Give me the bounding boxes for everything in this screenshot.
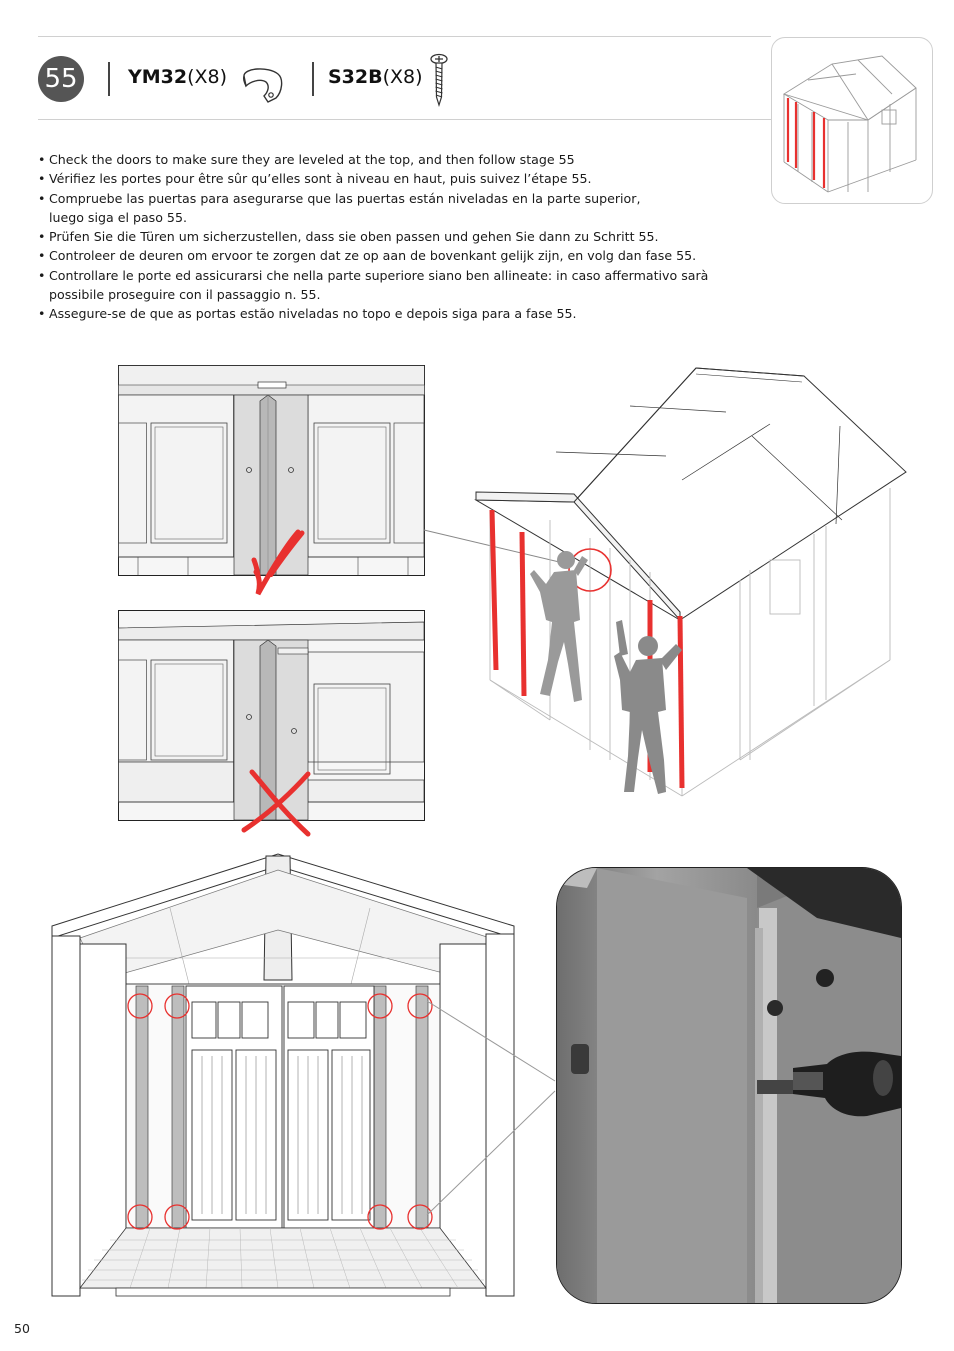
cross-mark-icon [238,764,316,838]
drill-screw-photo [556,867,902,1304]
header-rule-top [38,36,771,37]
header-rule-bottom [38,119,771,120]
instruction-text: Controleer de deuren om ervoor te zorgen dat ze op aan de bovenkant gelijk zijn, en volg dan fase 55. [49,248,697,264]
shed-assembly-illustration [470,360,910,800]
header-separator [108,62,110,96]
screw-icon [428,53,450,107]
clip-bracket-icon [238,62,286,106]
part-label-ym32 [128,66,227,88]
instruction-en: • Check the doors to make sure they are leveled at the top, and then follow stage 55 [38,150,738,169]
photo-leader-lines [425,995,560,1230]
instruction-text: Compruebe las puertas para asegurarse que las puertas están niveladas en la parte superior, luego siga el paso 55. [49,190,641,225]
instruction-pt: • Assegure-se de que as portas estão niveladas no topo e depois siga para a fase 55. [38,304,738,323]
part-code: YM32 [128,66,188,88]
instruction-fr: • Vérifiez les portes pour être sûr qu’elles sont à niveau en haut, puis suivez l’étape 55. [38,169,738,188]
shed-thumbnail-illustration [778,44,926,196]
part-qty: (X8) [187,66,228,88]
instruction-text: Prüfen Sie die Türen um sicherzustellen, dass sie oben passen und gehen Sie dann zu Schritt 55. [49,229,659,245]
instruction-it: • Controllare le porte ed assicurarsi che nella parte superiore siano ben allineate: in caso affermativo sarà possibile proseguire con il passaggio n. 55. [38,266,738,305]
instruction-text: Controllare le porte ed assicurarsi che nella parte superiore siano ben allineate: in caso affermativo sarà possibile proseguire con il passaggio n. 55. [49,267,709,303]
instruction-de: • Prüfen Sie die Türen um sicherzustellen, dass sie oben passen und gehen Sie dann zu Schritt 55. [38,227,738,246]
header-separator-2 [312,62,314,96]
checkmark-icon [250,528,302,598]
overview-thumbnail [771,37,933,204]
step-number: 55 [44,64,78,94]
step-number-badge [38,56,84,102]
instruction-text: Check the doors to make sure they are leveled at the top, and then follow stage 55 [49,152,575,167]
part-qty: (X8) [382,66,423,88]
page-number: 50 [14,1321,30,1336]
part-label-s32b [328,66,423,88]
part-code: S32B [328,66,383,88]
instruction-es: • Compruebe las puertas para asegurarse que las puertas están niveladas en la parte superior, luego siga el paso 55. [38,189,738,228]
photo-illustration [557,868,901,1303]
instruction-text: Vérifiez les portes pour être sûr qu’elles sont à niveau en haut, puis suivez l’étape 55. [49,171,592,187]
instruction-nl: • Controleer de deuren om ervoor te zorgen dat ze op aan de bovenkant gelijk zijn, en volg dan fase 55. [38,246,738,265]
instructions-list [38,150,738,324]
instruction-text: Assegure-se de que as portas estão niveladas no topo e depois siga para a fase 55. [49,306,577,322]
